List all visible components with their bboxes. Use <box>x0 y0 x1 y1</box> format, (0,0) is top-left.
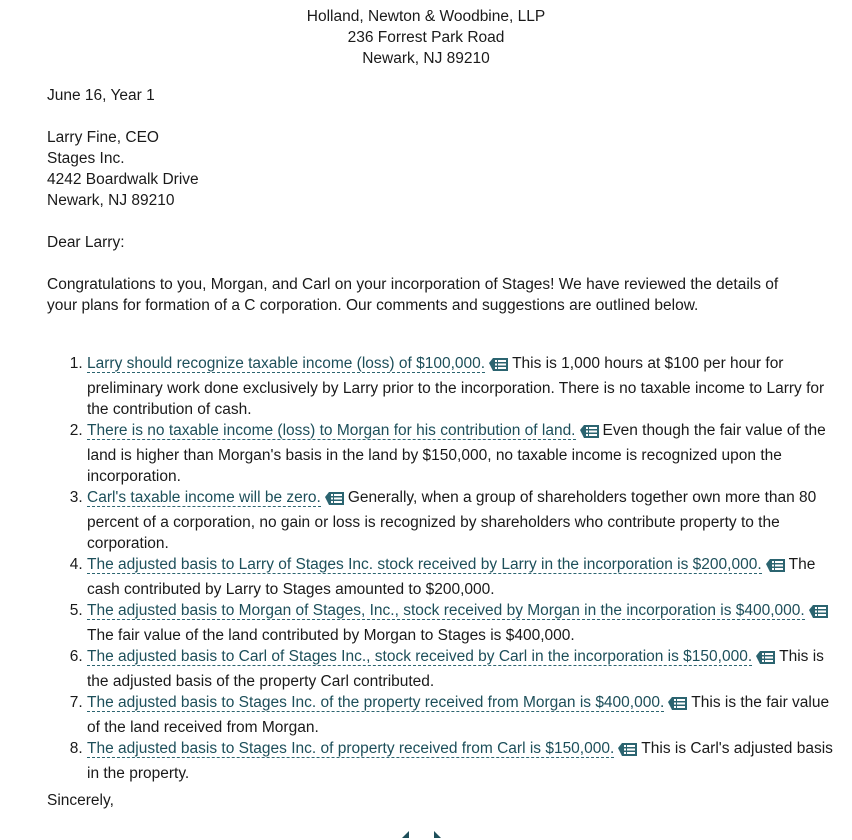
letter-date: June 16, Year 1 <box>47 87 155 104</box>
note-icon[interactable] <box>764 555 786 579</box>
list-item <box>87 420 839 487</box>
explanation-text: The cash contributed by Larry to Stages amounted to $200,000. <box>87 556 816 598</box>
statement-link[interactable]: The adjusted basis to Carl of Stages Inc., stock received by Carl in the incorporation is $150,000. <box>87 648 753 665</box>
note-icon[interactable] <box>578 421 600 445</box>
prev-arrow-icon[interactable] <box>402 831 409 838</box>
salutation: Dear Larry: <box>47 234 125 251</box>
firm-city: Newark, NJ 89210 <box>362 50 490 67</box>
recipient-company: Stages Inc. <box>47 150 125 167</box>
explanation-text: This is the adjusted basis of the property Carl contributed. <box>87 648 824 690</box>
list-item <box>87 554 839 600</box>
note-icon[interactable] <box>754 647 776 671</box>
page-navigation <box>398 828 448 840</box>
firm-street: 236 Forrest Park Road <box>347 29 505 46</box>
note-icon[interactable] <box>616 739 638 763</box>
recipient-street: 4242 Boardwalk Drive <box>47 171 199 188</box>
statement-link[interactable]: The adjusted basis to Stages Inc. of the property received from Morgan is $400,000. <box>87 694 665 711</box>
intro-paragraph: Congratulations to you, Morgan, and Carl on your incorporation of Stages! We have reviewed the details of your plans for formation of a C corporation. Our comments and suggestions are outlined below. <box>47 276 779 314</box>
list-item <box>87 646 839 692</box>
list-item <box>87 600 839 646</box>
letterhead <box>0 6 852 69</box>
statement-link[interactable]: Larry should recognize taxable income (loss) of $100,000. <box>87 355 486 372</box>
statement-link[interactable]: The adjusted basis to Stages Inc. of property received from Carl is $150,000. <box>87 740 615 757</box>
firm-name: Holland, Newton & Woodbine, LLP <box>306 8 546 25</box>
explanation-text: This is Carl's adjusted basis in the property. <box>87 740 833 782</box>
list-item <box>87 487 839 554</box>
list-item <box>87 692 839 738</box>
next-arrow-icon[interactable] <box>434 831 441 838</box>
recipient-city: Newark, NJ 89210 <box>47 192 175 209</box>
statement-link[interactable]: The adjusted basis to Morgan of Stages, Inc., stock received by Morgan in the incorporation is $400,000. <box>87 602 805 619</box>
note-icon[interactable] <box>807 601 829 625</box>
explanation-text: Generally, when a group of shareholders together own more than 80 percent of a corporation, no gain or loss is recognized by shareholders who contribute property to the corporation. <box>87 489 817 552</box>
explanation-text: This is the fair value of the land received from Morgan. <box>87 694 830 736</box>
note-icon[interactable] <box>323 488 345 512</box>
findings-list <box>47 353 839 784</box>
closing: Sincerely, <box>47 792 114 809</box>
note-icon[interactable] <box>487 354 509 378</box>
explanation-text: The fair value of the land contributed by Morgan to Stages is $400,000. <box>87 627 575 644</box>
statement-link[interactable]: Carl's taxable income will be zero. <box>87 489 321 506</box>
statement-link[interactable]: The adjusted basis to Larry of Stages Inc. stock received by Larry in the incorporation is $200,000. <box>87 556 762 573</box>
statement-link[interactable]: There is no taxable income (loss) to Morgan for his contribution of land. <box>87 422 576 439</box>
note-icon[interactable] <box>666 693 688 717</box>
list-item <box>87 738 839 784</box>
recipient-name: Larry Fine, CEO <box>47 129 159 146</box>
recipient-address <box>47 127 199 211</box>
explanation-text: Even though the fair value of the land is higher than Morgan's basis in the land by $150,000, no taxable income is recognized upon the incorporation. <box>87 422 826 485</box>
list-item <box>87 353 839 420</box>
explanation-text: This is 1,000 hours at $100 per hour for preliminary work done exclusively by Larry prior to the incorporation. There is no taxable income to Larry for the contribution of cash. <box>87 355 825 418</box>
